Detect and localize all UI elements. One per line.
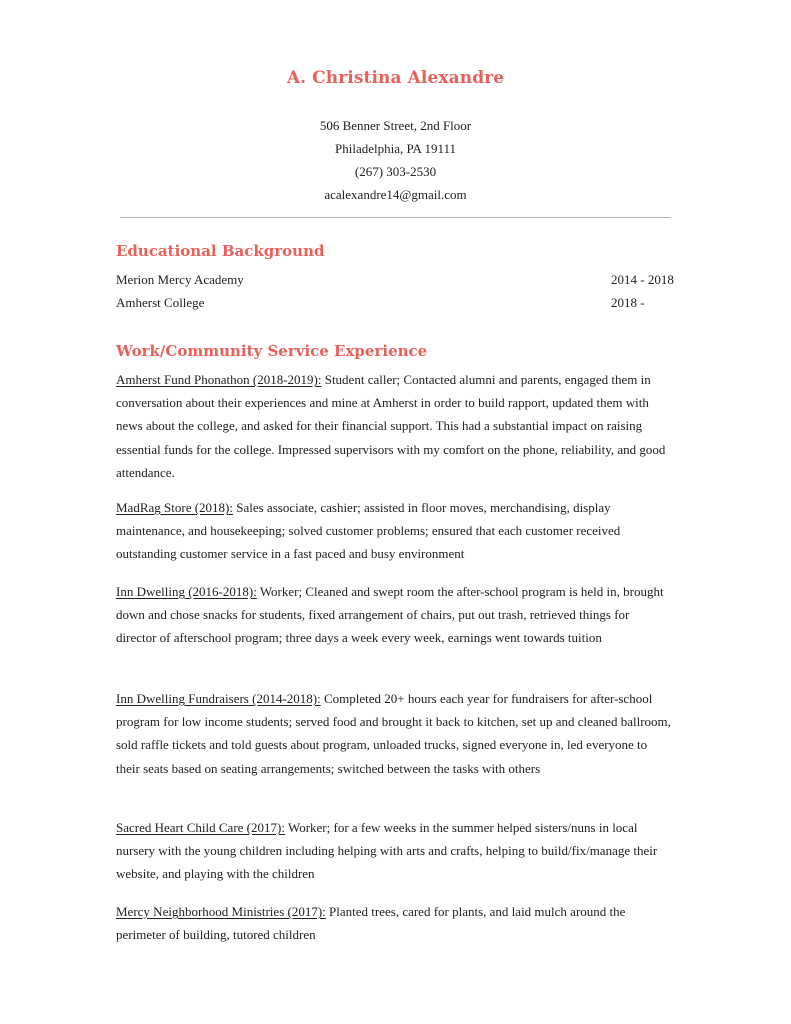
experience-entry <box>116 816 672 886</box>
experience-description: Planted trees, cared for plants, and laid mulch around the perimeter of building, tutored children <box>116 904 626 943</box>
experience-title: Inn Dwelling Fundraisers (2014-2018): <box>116 691 321 706</box>
address-line-1: 506 Benner Street, 2nd Floor <box>319 118 472 133</box>
education-dates: 2018 - <box>611 295 645 310</box>
experience-description: Completed 20+ hours each year for fundraisers for after-school program for low income students; served food and brought it back to kitchen, set up and cleaned ballroom, sold raffle tickets and told guests about program, unloaded trucks, signed everyone in, led everyone to their seats based on seating arrangements; switched between the tasks with others <box>116 691 671 776</box>
education-school: Amherst College <box>116 295 205 310</box>
experience-description: Sales associate, cashier; assisted in floor moves, merchandising, display maintenance, and housekeeping; solved customer problems; ensured that each customer received outstanding customer service in a fast paced and busy environment <box>116 500 621 562</box>
contact-block <box>0 114 791 206</box>
education-school: Merion Mercy Academy <box>116 272 244 287</box>
experience-heading: Work/Community Service Experience <box>116 342 428 360</box>
education-item <box>116 292 676 314</box>
education-heading: Educational Background <box>116 242 325 260</box>
education-dates: 2014 - 2018 <box>611 272 674 287</box>
experience-description: Worker; Cleaned and swept room the after-school program is held in, brought down and chose snacks for students, fixed arrangement of chairs, put out trash, retrieved things for director of afterschool program; three days a week every week, earnings went towards tuition <box>116 584 664 646</box>
header-divider <box>120 217 671 218</box>
experience-title: Amherst Fund Phonathon (2018-2019): <box>116 372 322 387</box>
experience-description: Worker; for a few weeks in the summer helped sisters/nuns in local nursery with the young children including helping with arts and crafts, helping to build/fix/manage their website, and playing with the children <box>116 820 658 882</box>
experience-entry <box>116 900 672 946</box>
phone-number: (267) 303-2530 <box>354 164 437 179</box>
email-address: acalexandre14@gmail.com <box>324 187 467 202</box>
resume-name: A. Christina Alexandre <box>286 68 505 88</box>
education-item <box>116 269 676 291</box>
address-line-2: Philadelphia, PA 19111 <box>335 141 456 156</box>
experience-entry <box>116 687 672 780</box>
experience-description: Student caller; Contacted alumni and parents, engaged them in conversation about their experiences and mine at Amherst in order to build rapport, updated them with news about the college, and asked for their financial support. This had a substantial impact on raising essential funds for the college. Impressed supervisors with my comfort on the phone, reliability, and good attendance. <box>116 372 666 480</box>
experience-title: Inn Dwelling (2016-2018): <box>116 584 257 599</box>
experience-title: Mercy Neighborhood Ministries (2017): <box>116 904 326 919</box>
experience-entry <box>116 580 672 650</box>
experience-title: Sacred Heart Child Care (2017): <box>116 820 285 835</box>
experience-entry <box>116 368 672 484</box>
experience-entry <box>116 496 672 566</box>
experience-title: MadRag Store (2018): <box>116 500 233 515</box>
